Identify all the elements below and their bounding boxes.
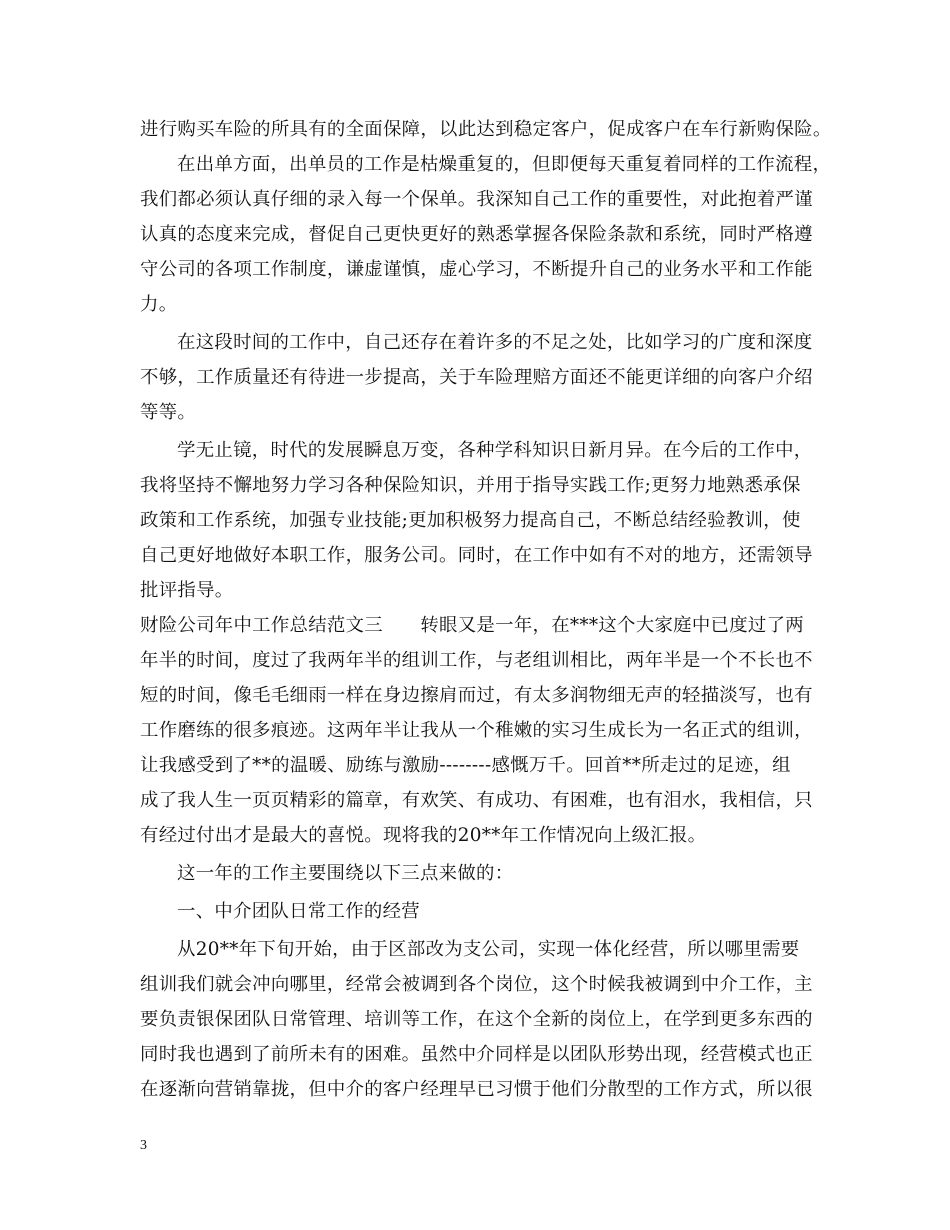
text-line: 财险公司年中工作总结范文三 转眼又是一年，在***这个大家庭中已度过了两 bbox=[140, 615, 804, 636]
text-line: 守公司的各项工作制度，谦虚谨慎，虚心学习，不断提升自己的业务水平和工作能 bbox=[140, 259, 813, 280]
text-line: 要负责银保团队日常管理、培训等工作，在这个全新的岗位上，在学到更多东西的 bbox=[140, 1009, 813, 1030]
text-line: 有经过付出才是最大的喜悦。现将我的20**年工作情况向上级汇报。 bbox=[140, 825, 707, 846]
text-line: 学无止镜，时代的发展瞬息万变，各种学科知识日新月异。在今后的工作中， bbox=[177, 440, 813, 461]
page-number: 3 bbox=[140, 1138, 147, 1153]
text-line: 成了我人生一页页精彩的篇章，有欢笑、有成功、有困难，也有泪水，我相信，只 bbox=[140, 790, 813, 811]
text-line: 同时我也遇到了前所未有的困难。虽然中介同样是以团队形势出现，经营模式也正 bbox=[140, 1044, 813, 1065]
text-line: 进行购买车险的所具有的全面保障，以此达到稳定客户，促成客户在车行新购保险。 bbox=[140, 119, 832, 140]
text-line: 等等。 bbox=[140, 402, 197, 423]
text-line: 在这段时间的工作中，自己还存在着许多的不足之处，比如学习的广度和深度 bbox=[177, 332, 813, 353]
text-line: 年半的时间，度过了我两年半的组训工作，与老组训相比，两年半是一个不长也不 bbox=[140, 650, 813, 671]
text-line: 力。 bbox=[140, 294, 178, 315]
text-line: 组训我们就会冲向哪里，经常会被调到各个岗位，这个时候我被调到中介工作，主 bbox=[140, 974, 813, 995]
text-line: 短的时间，像毛毛细雨一样在身边擦肩而过，有太多润物细无声的轻描淡写，也有 bbox=[140, 685, 813, 706]
text-line: 政策和工作系统，加强专业技能;更加积极努力提高自己，不断总结经验教训，使 bbox=[140, 510, 801, 531]
text-line: 认真的态度来完成，督促自己更快更好的熟悉掌握各保险条款和系统，同时严格遵 bbox=[140, 224, 813, 245]
text-line: 批评指导。 bbox=[140, 580, 234, 601]
text-line: 我将坚持不懈地努力学习各种保险知识，并用于指导实践工作;更努力地熟悉承保 bbox=[140, 475, 801, 496]
text-line: 这一年的工作主要围绕以下三点来做的： bbox=[177, 863, 514, 884]
text-line: 在出单方面，出单员的工作是枯燥重复的，但即便每天重复着同样的工作流程， bbox=[177, 154, 832, 175]
text-line: 工作磨练的很多痕迹。这两年半让我从一个稚嫩的实习生成长为一名正式的组训， bbox=[140, 720, 813, 741]
text-line: 不够，工作质量还有待进一步提高，关于车险理赔方面还不能更详细的向客户介绍 bbox=[140, 367, 813, 388]
section-heading: 一、中介团队日常工作的经营 bbox=[177, 901, 420, 922]
text-line: 让我感受到了**的温暖、励练与激励--------感慨万千。回首**所走过的足迹，组 bbox=[140, 755, 791, 776]
text-line: 从20**年下旬开始，由于区部改为支公司，实现一体化经营，所以哪里需要 bbox=[177, 939, 800, 960]
text-line: 我们都必须认真仔细的录入每一个保单。我深知自己工作的重要性，对此抱着严谨 bbox=[140, 189, 813, 210]
text-line: 在逐渐向营销靠拢，但中介的客户经理早已习惯于他们分散型的工作方式，所以很 bbox=[140, 1079, 813, 1100]
text-line: 自己更好地做好本职工作，服务公司。同时，在工作中如有不对的地方，还需领导 bbox=[140, 545, 813, 566]
